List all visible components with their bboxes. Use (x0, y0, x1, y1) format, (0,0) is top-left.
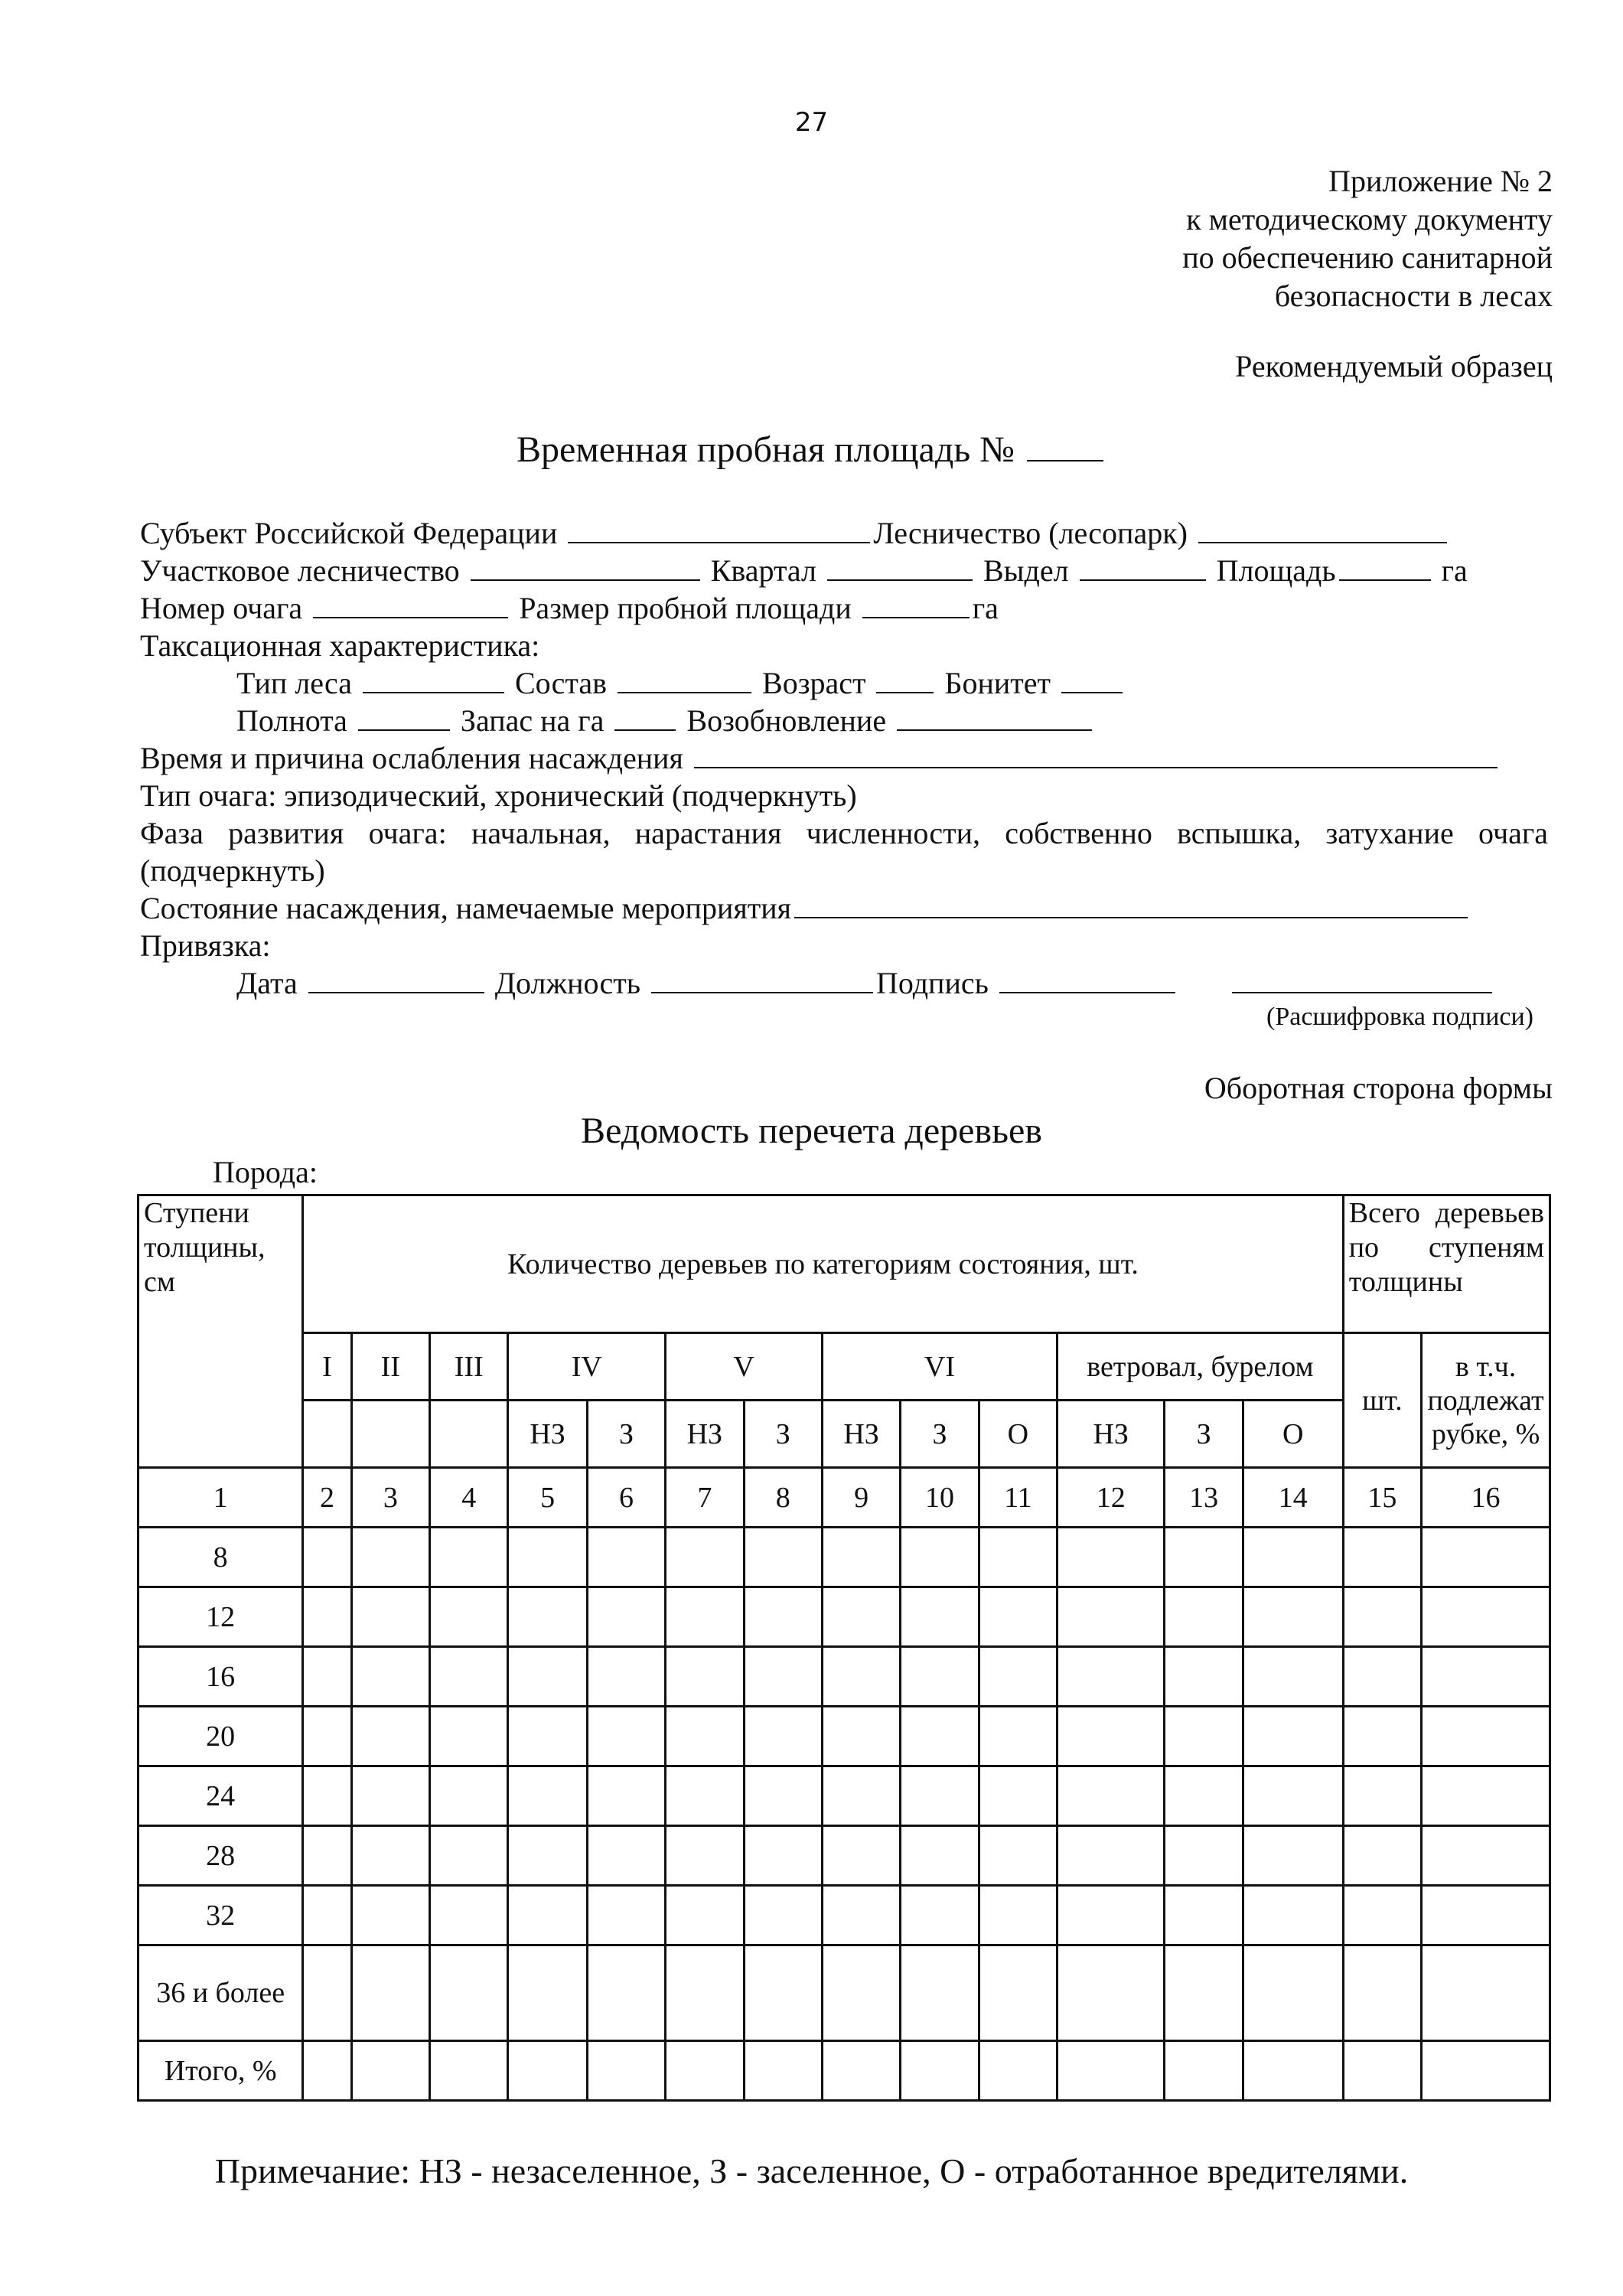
empty-cell[interactable] (1422, 1945, 1550, 2041)
taxation-label: Таксационная характеристика: (140, 628, 540, 663)
empty-cell[interactable] (351, 1587, 429, 1647)
empty-cell[interactable] (666, 1886, 744, 1945)
composition-label: Состав (514, 666, 608, 700)
empty-cell[interactable] (303, 1886, 351, 1945)
empty-cell[interactable] (430, 1945, 508, 2041)
empty-cell[interactable] (744, 1528, 822, 1587)
empty-cell[interactable] (822, 1826, 900, 1886)
footnote: Примечание: НЗ - незаселенное, З - заселенное, О - отработанное вредителями. (214, 2151, 1409, 2190)
empty-cell[interactable] (1165, 1766, 1243, 1826)
empty-cell[interactable] (587, 1647, 665, 1707)
age-field[interactable] (876, 664, 934, 693)
empty-cell[interactable] (303, 1528, 351, 1587)
regeneration-label: Возобновление (686, 703, 887, 738)
table-row (139, 1528, 1550, 1587)
empty-cell[interactable] (1165, 1647, 1243, 1707)
appendix-line: Приложение № 2 (1328, 164, 1553, 198)
header-cat-2: II (351, 1333, 429, 1401)
empty-cell[interactable] (822, 1766, 900, 1826)
empty-cell[interactable] (303, 1401, 351, 1468)
sub-header: З (587, 1401, 665, 1468)
col-number: 2 (303, 1468, 351, 1528)
sub-header: О (979, 1401, 1057, 1468)
empty-cell[interactable] (822, 1587, 900, 1647)
table-row (139, 1647, 1550, 1707)
signature-caption: (Расшифровка подписи) (1266, 1003, 1533, 1031)
focus-number-field[interactable] (313, 589, 508, 618)
empty-cell[interactable] (351, 1647, 429, 1707)
empty-cell[interactable] (1243, 1707, 1343, 1766)
form-title-text: Временная пробная площадь № (517, 429, 1015, 470)
empty-cell[interactable] (1058, 1826, 1165, 1886)
empty-cell[interactable] (1243, 1766, 1343, 1826)
empty-cell[interactable] (508, 1707, 587, 1766)
empty-cell[interactable] (666, 1766, 744, 1826)
empty-cell[interactable] (1058, 2041, 1165, 2101)
empty-cell[interactable] (430, 1401, 508, 1468)
empty-cell[interactable] (901, 1945, 979, 2041)
empty-cell[interactable] (1165, 1707, 1243, 1766)
header-cat-3: III (430, 1333, 508, 1401)
empty-cell[interactable] (303, 1826, 351, 1886)
empty-cell[interactable] (430, 1587, 508, 1647)
species-label: Порода: (213, 1155, 318, 1189)
empty-cell[interactable] (744, 1587, 822, 1647)
empty-cell[interactable] (979, 1826, 1057, 1886)
empty-cell[interactable] (822, 2041, 900, 2101)
empty-cell[interactable] (1058, 1945, 1165, 2041)
empty-cell[interactable] (1343, 1707, 1421, 1766)
table-title: Ведомость перечета деревьев (581, 1110, 1042, 1151)
empty-cell[interactable] (1058, 1647, 1165, 1707)
empty-cell[interactable] (303, 1647, 351, 1707)
weakening-label: Время и причина ослабления насаждения (140, 741, 683, 775)
sub-header: НЗ (822, 1401, 900, 1468)
col-number: 8 (744, 1468, 822, 1528)
empty-cell[interactable] (666, 1647, 744, 1707)
empty-cell[interactable] (1243, 1945, 1343, 2041)
empty-cell[interactable] (901, 2041, 979, 2101)
empty-cell[interactable] (1058, 1766, 1165, 1826)
empty-cell[interactable] (1343, 1945, 1421, 2041)
empty-cell[interactable] (430, 1707, 508, 1766)
plot-info-section (140, 514, 1548, 1002)
area-label: Площадь (1216, 553, 1336, 588)
empty-cell[interactable] (666, 1826, 744, 1886)
col-number: 12 (1058, 1468, 1165, 1528)
density-label: Полнота (236, 703, 347, 738)
district-forestry-field[interactable] (471, 552, 700, 581)
empty-cell[interactable] (744, 1886, 822, 1945)
empty-cell[interactable] (901, 1826, 979, 1886)
sub-header: О (1243, 1401, 1343, 1468)
empty-cell[interactable] (979, 1707, 1057, 1766)
row-label: 16 (139, 1647, 303, 1707)
empty-cell[interactable] (744, 1945, 822, 2041)
district-forestry-label: Участковое лесничество (140, 553, 460, 588)
empty-cell[interactable] (1422, 1826, 1550, 1886)
signature-label: Подпись (875, 966, 989, 1000)
subject-field[interactable] (568, 514, 870, 543)
empty-cell[interactable] (508, 1647, 587, 1707)
empty-cell[interactable] (508, 1826, 587, 1886)
empty-cell[interactable] (508, 1528, 587, 1587)
density-field[interactable] (358, 702, 450, 731)
empty-cell[interactable] (587, 1826, 665, 1886)
col-number: 16 (1422, 1468, 1550, 1528)
empty-cell[interactable] (1422, 1528, 1550, 1587)
col-number: 13 (1165, 1468, 1243, 1528)
empty-cell[interactable] (351, 1945, 429, 2041)
stock-label: Запас на га (460, 703, 605, 738)
empty-cell[interactable] (666, 1707, 744, 1766)
empty-cell[interactable] (1343, 1766, 1421, 1826)
empty-cell[interactable] (822, 1945, 900, 2041)
empty-cell[interactable] (430, 1647, 508, 1707)
empty-cell[interactable] (901, 1647, 979, 1707)
plot-number-field[interactable] (1027, 432, 1103, 461)
empty-cell[interactable] (1422, 1886, 1550, 1945)
empty-cell[interactable] (1422, 1707, 1550, 1766)
table-row (139, 1886, 1550, 1945)
empty-cell[interactable] (351, 1766, 429, 1826)
table-row (139, 1766, 1550, 1826)
empty-cell[interactable] (901, 1886, 979, 1945)
col-number: 4 (430, 1468, 508, 1528)
header-pcs: шт. (1343, 1333, 1421, 1468)
empty-cell[interactable] (744, 1766, 822, 1826)
empty-cell[interactable] (822, 1886, 900, 1945)
empty-cell[interactable] (303, 2041, 351, 2101)
focus-type-label: Тип очага: эпизодический, хронический (подчеркнуть) (140, 778, 857, 813)
appendix-line: к методическому документу (1186, 202, 1553, 236)
empty-cell[interactable] (1243, 1826, 1343, 1886)
empty-cell[interactable] (666, 1945, 744, 2041)
empty-cell[interactable] (1343, 1826, 1421, 1886)
empty-cell[interactable] (303, 1587, 351, 1647)
empty-cell[interactable] (508, 2041, 587, 2101)
header-total: Всего деревьев по ступеням толщины (1343, 1195, 1550, 1333)
empty-cell[interactable] (666, 2041, 744, 2101)
sub-header: НЗ (508, 1401, 587, 1468)
col-number: 14 (1243, 1468, 1343, 1528)
bonitet-label: Бонитет (944, 666, 1051, 700)
sub-header: З (744, 1401, 822, 1468)
empty-cell[interactable] (979, 1766, 1057, 1826)
col-number: 6 (587, 1468, 665, 1528)
empty-cell[interactable] (508, 1587, 587, 1647)
signature-decoding-field[interactable] (1232, 964, 1492, 993)
row-label: Итого, % (139, 2041, 303, 2101)
row-label: 20 (139, 1707, 303, 1766)
empty-cell[interactable] (1058, 1587, 1165, 1647)
form-title (0, 429, 1623, 471)
col-number: 9 (822, 1468, 900, 1528)
header-cat-4: IV (508, 1333, 666, 1401)
sub-header: НЗ (1058, 1401, 1165, 1468)
empty-cell[interactable] (351, 1826, 429, 1886)
empty-cell[interactable] (901, 1587, 979, 1647)
empty-cell[interactable] (822, 1707, 900, 1766)
empty-cell[interactable] (430, 1826, 508, 1886)
header-cat-5: V (666, 1333, 823, 1401)
column-number-row (139, 1468, 1550, 1528)
weakening-field[interactable] (694, 739, 1498, 768)
sample-label: Рекомендуемый образец (1235, 349, 1553, 383)
plot-size-label: Размер пробной площади (519, 591, 852, 625)
forestry-label: Лесничество (лесопарк) (873, 516, 1188, 550)
header-steps: Ступени толщины, см (139, 1195, 303, 1468)
empty-cell[interactable] (587, 1766, 665, 1826)
empty-cell[interactable] (1343, 1647, 1421, 1707)
total-row (139, 2041, 1550, 2101)
allotment-field[interactable] (1080, 552, 1206, 581)
empty-cell[interactable] (1165, 1886, 1243, 1945)
table-row (139, 1707, 1550, 1766)
sub-header: НЗ (666, 1401, 744, 1468)
table-row (139, 1945, 1550, 2041)
position-field[interactable] (651, 964, 873, 993)
empty-cell[interactable] (303, 1707, 351, 1766)
empty-cell[interactable] (744, 2041, 822, 2101)
col-number: 5 (508, 1468, 587, 1528)
empty-cell[interactable] (1058, 1886, 1165, 1945)
empty-cell[interactable] (1422, 1587, 1550, 1647)
empty-cell[interactable] (979, 1945, 1057, 2041)
empty-cell[interactable] (1422, 1766, 1550, 1826)
quarter-field[interactable] (827, 552, 973, 581)
empty-cell[interactable] (587, 1945, 665, 2041)
col-number: 7 (666, 1468, 744, 1528)
empty-cell[interactable] (430, 1766, 508, 1826)
header-cat-6: VI (822, 1333, 1057, 1401)
empty-cell[interactable] (587, 1528, 665, 1587)
age-label: Возраст (762, 666, 866, 700)
focus-number-label: Номер очага (140, 591, 303, 625)
empty-cell[interactable] (1343, 1886, 1421, 1945)
plot-size-field[interactable] (862, 589, 970, 618)
empty-cell[interactable] (508, 1945, 587, 2041)
header-cat-1: I (303, 1333, 351, 1401)
empty-cell[interactable] (1165, 1945, 1243, 2041)
area-unit: га (1441, 553, 1468, 588)
composition-field[interactable] (618, 664, 751, 693)
empty-cell[interactable] (979, 1647, 1057, 1707)
date-field[interactable] (308, 964, 484, 993)
empty-cell[interactable] (351, 1401, 429, 1468)
row-label: 36 и более (139, 1945, 303, 2041)
empty-cell[interactable] (587, 1707, 665, 1766)
sub-header: З (1165, 1401, 1243, 1468)
empty-cell[interactable] (744, 1647, 822, 1707)
condition-label: Состояние насаждения, намечаемые мероприятия (140, 891, 792, 925)
row-label: 12 (139, 1587, 303, 1647)
col-number: 3 (351, 1468, 429, 1528)
tree-count-table (137, 1194, 1551, 2102)
sub-header: З (901, 1401, 979, 1468)
regeneration-field[interactable] (897, 702, 1092, 731)
empty-cell[interactable] (1243, 1528, 1343, 1587)
forest-type-field[interactable] (363, 664, 504, 693)
empty-cell[interactable] (1165, 2041, 1243, 2101)
empty-cell[interactable] (1243, 1886, 1343, 1945)
col-number: 1 (139, 1468, 303, 1528)
binding-label: Привязка: (140, 928, 271, 963)
quarter-label: Квартал (710, 553, 816, 588)
page-number: 27 (794, 107, 829, 138)
empty-cell[interactable] (351, 1528, 429, 1587)
col-number: 15 (1343, 1468, 1421, 1528)
empty-cell[interactable] (901, 1528, 979, 1587)
position-label: Должность (494, 966, 640, 1000)
empty-cell[interactable] (587, 2041, 665, 2101)
empty-cell[interactable] (1343, 2041, 1421, 2101)
empty-cell[interactable] (303, 1766, 351, 1826)
empty-cell[interactable] (744, 1707, 822, 1766)
empty-cell[interactable] (430, 2041, 508, 2101)
appendix-line: безопасности в лесах (1274, 279, 1553, 313)
empty-cell[interactable] (587, 1587, 665, 1647)
empty-cell[interactable] (1243, 2041, 1343, 2101)
plot-size-unit: га (972, 591, 999, 625)
reverse-side-label: Оборотная сторона формы (1204, 1071, 1553, 1105)
empty-cell[interactable] (1165, 1587, 1243, 1647)
empty-cell[interactable] (744, 1826, 822, 1886)
empty-cell[interactable] (1243, 1587, 1343, 1647)
appendix-header (1017, 162, 1553, 315)
empty-cell[interactable] (1165, 1826, 1243, 1886)
forestry-field[interactable] (1198, 514, 1447, 543)
empty-cell[interactable] (979, 1528, 1057, 1587)
subject-label: Субъект Российской Федерации (140, 516, 558, 550)
empty-cell[interactable] (1058, 1707, 1165, 1766)
empty-cell[interactable] (901, 1707, 979, 1766)
empty-cell[interactable] (1058, 1528, 1165, 1587)
empty-cell[interactable] (1343, 1528, 1421, 1587)
empty-cell[interactable] (430, 1528, 508, 1587)
empty-cell[interactable] (979, 1886, 1057, 1945)
phase-label: Фаза развития очага: начальная, нарастания численности, собственно вспышка, затухание очага (140, 816, 1548, 850)
empty-cell[interactable] (351, 1707, 429, 1766)
phase-note: (подчеркнуть) (140, 853, 325, 888)
forest-type-label: Тип леса (236, 666, 352, 700)
row-label: 32 (139, 1886, 303, 1945)
empty-cell[interactable] (351, 2041, 429, 2101)
empty-cell[interactable] (430, 1886, 508, 1945)
col-number: 11 (979, 1468, 1057, 1528)
empty-cell[interactable] (822, 1528, 900, 1587)
row-label: 24 (139, 1766, 303, 1826)
empty-cell[interactable] (979, 2041, 1057, 2101)
empty-cell[interactable] (1243, 1647, 1343, 1707)
condition-field[interactable] (794, 889, 1468, 918)
table-row (139, 1587, 1550, 1647)
empty-cell[interactable] (822, 1647, 900, 1707)
empty-cell[interactable] (901, 1766, 979, 1826)
stock-field[interactable] (614, 702, 676, 731)
empty-cell[interactable] (1165, 1528, 1243, 1587)
empty-cell[interactable] (979, 1587, 1057, 1647)
empty-cell[interactable] (1343, 1587, 1421, 1647)
area-field[interactable] (1339, 552, 1431, 581)
col-number: 10 (901, 1468, 979, 1528)
header-felling: в т.ч. подлежат рубке, % (1422, 1333, 1550, 1468)
bonitet-field[interactable] (1061, 664, 1123, 693)
header-windfall: ветровал, бурелом (1058, 1333, 1344, 1401)
allotment-label: Выдел (983, 553, 1069, 588)
row-label: 28 (139, 1826, 303, 1886)
date-label: Дата (236, 966, 298, 1000)
empty-cell[interactable] (1422, 1647, 1550, 1707)
empty-cell[interactable] (587, 1886, 665, 1945)
empty-cell[interactable] (508, 1886, 587, 1945)
header-count: Количество деревьев по категориям состояния, шт. (303, 1195, 1343, 1333)
appendix-line: по обеспечению санитарной (1182, 240, 1553, 275)
empty-cell[interactable] (303, 1945, 351, 2041)
empty-cell[interactable] (666, 1528, 744, 1587)
empty-cell[interactable] (1422, 2041, 1550, 2101)
empty-cell[interactable] (351, 1886, 429, 1945)
empty-cell[interactable] (666, 1587, 744, 1647)
empty-cell[interactable] (508, 1766, 587, 1826)
table-row (139, 1826, 1550, 1886)
signature-field[interactable] (999, 964, 1175, 993)
row-label: 8 (139, 1528, 303, 1587)
